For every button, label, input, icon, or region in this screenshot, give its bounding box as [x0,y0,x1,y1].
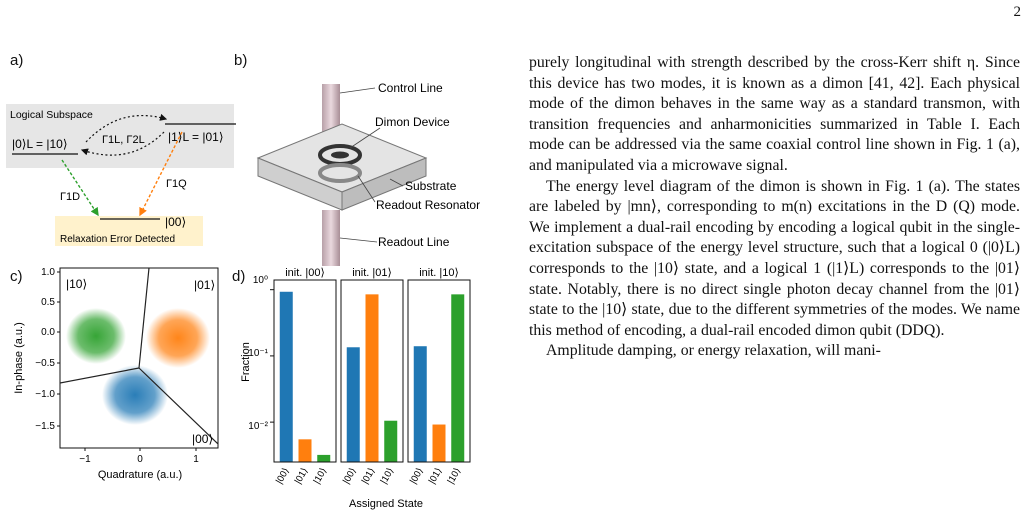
device-sketch [240,68,510,278]
leader-readout [340,238,377,242]
logical-subspace-title: Logical Subspace [10,109,93,121]
level-left-label: |0⟩L = |10⟩ [12,137,68,151]
c-yticks [35,267,60,432]
d-xlabel: Assigned State [349,498,423,510]
bar-1-0 [347,347,360,462]
bar-0-0 [280,292,293,462]
iq-scatter-plot [0,262,232,500]
bar-0-1 [299,439,312,462]
bar-0-2 [317,455,330,462]
c-ytick: −1.0 [35,389,55,400]
bar-1-2 [384,421,397,462]
c-xticks [79,448,199,465]
subplot-title: init. |01⟩ [352,267,392,279]
c-xtick: −1 [79,454,91,465]
decay-arrow-d [62,160,98,215]
bar-2-1 [433,425,446,462]
c-ytick: 0.0 [41,327,55,338]
paragraph: Amplitude damping, or energy relaxation, will mani- [546,342,881,360]
state-label-00: |00⟩ [192,432,214,446]
d-xtick: |10⟩ [445,466,464,487]
d-xtick: |10⟩ [378,466,397,487]
panel-d-letter: d) [232,268,246,285]
error-detected-label: Relaxation Error Detected [60,234,176,245]
paragraph: purely longitudinal with strength described by the cross-Kerr shift η. Since this device has two modes, it is known as a dimon [41, 42]. Each physical mode of the dimon behaves in the same way as a standard transmon, with transition frequencies and anharmonicities summarized in Table I. Each mode can be addressed via the same coaxial control line shown in Fig. 1 (a), and manipulated via a microwave signal. [529,54,1020,174]
page-number: 2 [1013,4,1021,20]
readout-line-pipe [322,210,340,266]
d-xtick: |10⟩ [311,466,330,487]
energy-level-diagram [0,88,240,253]
label-dimon-device: Dimon Device [375,115,450,129]
d-yticks [248,275,268,432]
dimon-core [331,152,349,159]
c-xlabel: Quadrature (a.u.) [97,469,183,481]
subplot-title: init. |00⟩ [285,267,325,279]
state-label-01: |01⟩ [194,278,216,292]
bar-1-1 [366,294,379,462]
bar-2-2 [451,294,464,462]
d-xtick: |01⟩ [426,466,445,487]
d-xtick: |01⟩ [292,466,311,487]
body-text-column [529,53,1020,362]
gamma-d-label: Γ1D [60,191,81,203]
d-ytick: 10⁰ [252,275,268,286]
d-xtick: |00⟩ [340,466,359,487]
subplot-title: init. |10⟩ [419,267,459,279]
assignment-fidelity-chart [232,262,524,512]
d-xtick: |00⟩ [273,466,292,487]
label-readout-resonator: Readout Resonator [376,198,481,212]
cluster-10 [66,308,126,364]
c-xtick: 1 [193,454,199,465]
d-xtick: |00⟩ [407,466,426,487]
panel-b-letter: b) [234,52,248,69]
level-right-label: |1⟩L = |01⟩ [168,130,224,144]
c-ytick: −1.5 [35,421,55,432]
d-xtick: |01⟩ [359,466,378,487]
d-ytick: 10⁻² [248,421,268,432]
d-ylabel: Fraction [240,342,252,382]
cluster-00 [102,365,168,425]
gamma-q-label: Γ1Q [166,178,187,190]
panel-a-letter: a) [10,52,24,69]
ground-level-label: |00⟩ [165,215,187,229]
leader-control [340,88,375,93]
panel-c-letter: c) [10,268,23,285]
c-ytick: 1.0 [41,267,55,278]
label-readout-line: Readout Line [378,235,450,249]
label-control-line: Control Line [378,81,443,95]
bar-2-0 [414,346,427,462]
c-xtick: 0 [137,454,143,465]
cluster-01 [146,308,210,368]
c-ytick: −0.5 [35,358,55,369]
c-ylabel: In-phase (a.u.) [13,322,25,394]
gamma-middle-label: Γ1L, Γ2L [102,134,145,146]
state-label-10: |10⟩ [66,277,88,291]
label-substrate: Substrate [405,179,457,193]
paragraph: The energy level diagram of the dimon is shown in Fig. 1 (a). The states are labeled by |mn⟩, corresponding to m(n) excitations in the D (Q) mode. We implement a dual-rail encoding by encoding a logical qubit in the single-excitation subspace of the energy level structure, such that a logical 0 (|0⟩L) corresponds to the |10⟩ state, and a logical 1 (|1⟩L) corresponds to the |01⟩ state. Notably, there is no direct single photon decay channel from the |01⟩ state to the |10⟩ state, due to the different symmetries of the modes. We name this method of encoding, a dual-rail encoded dimon qubit (DDQ). [529,177,1020,339]
c-ytick: 0.5 [41,297,55,308]
d-ytick: 10⁻¹ [248,348,268,359]
